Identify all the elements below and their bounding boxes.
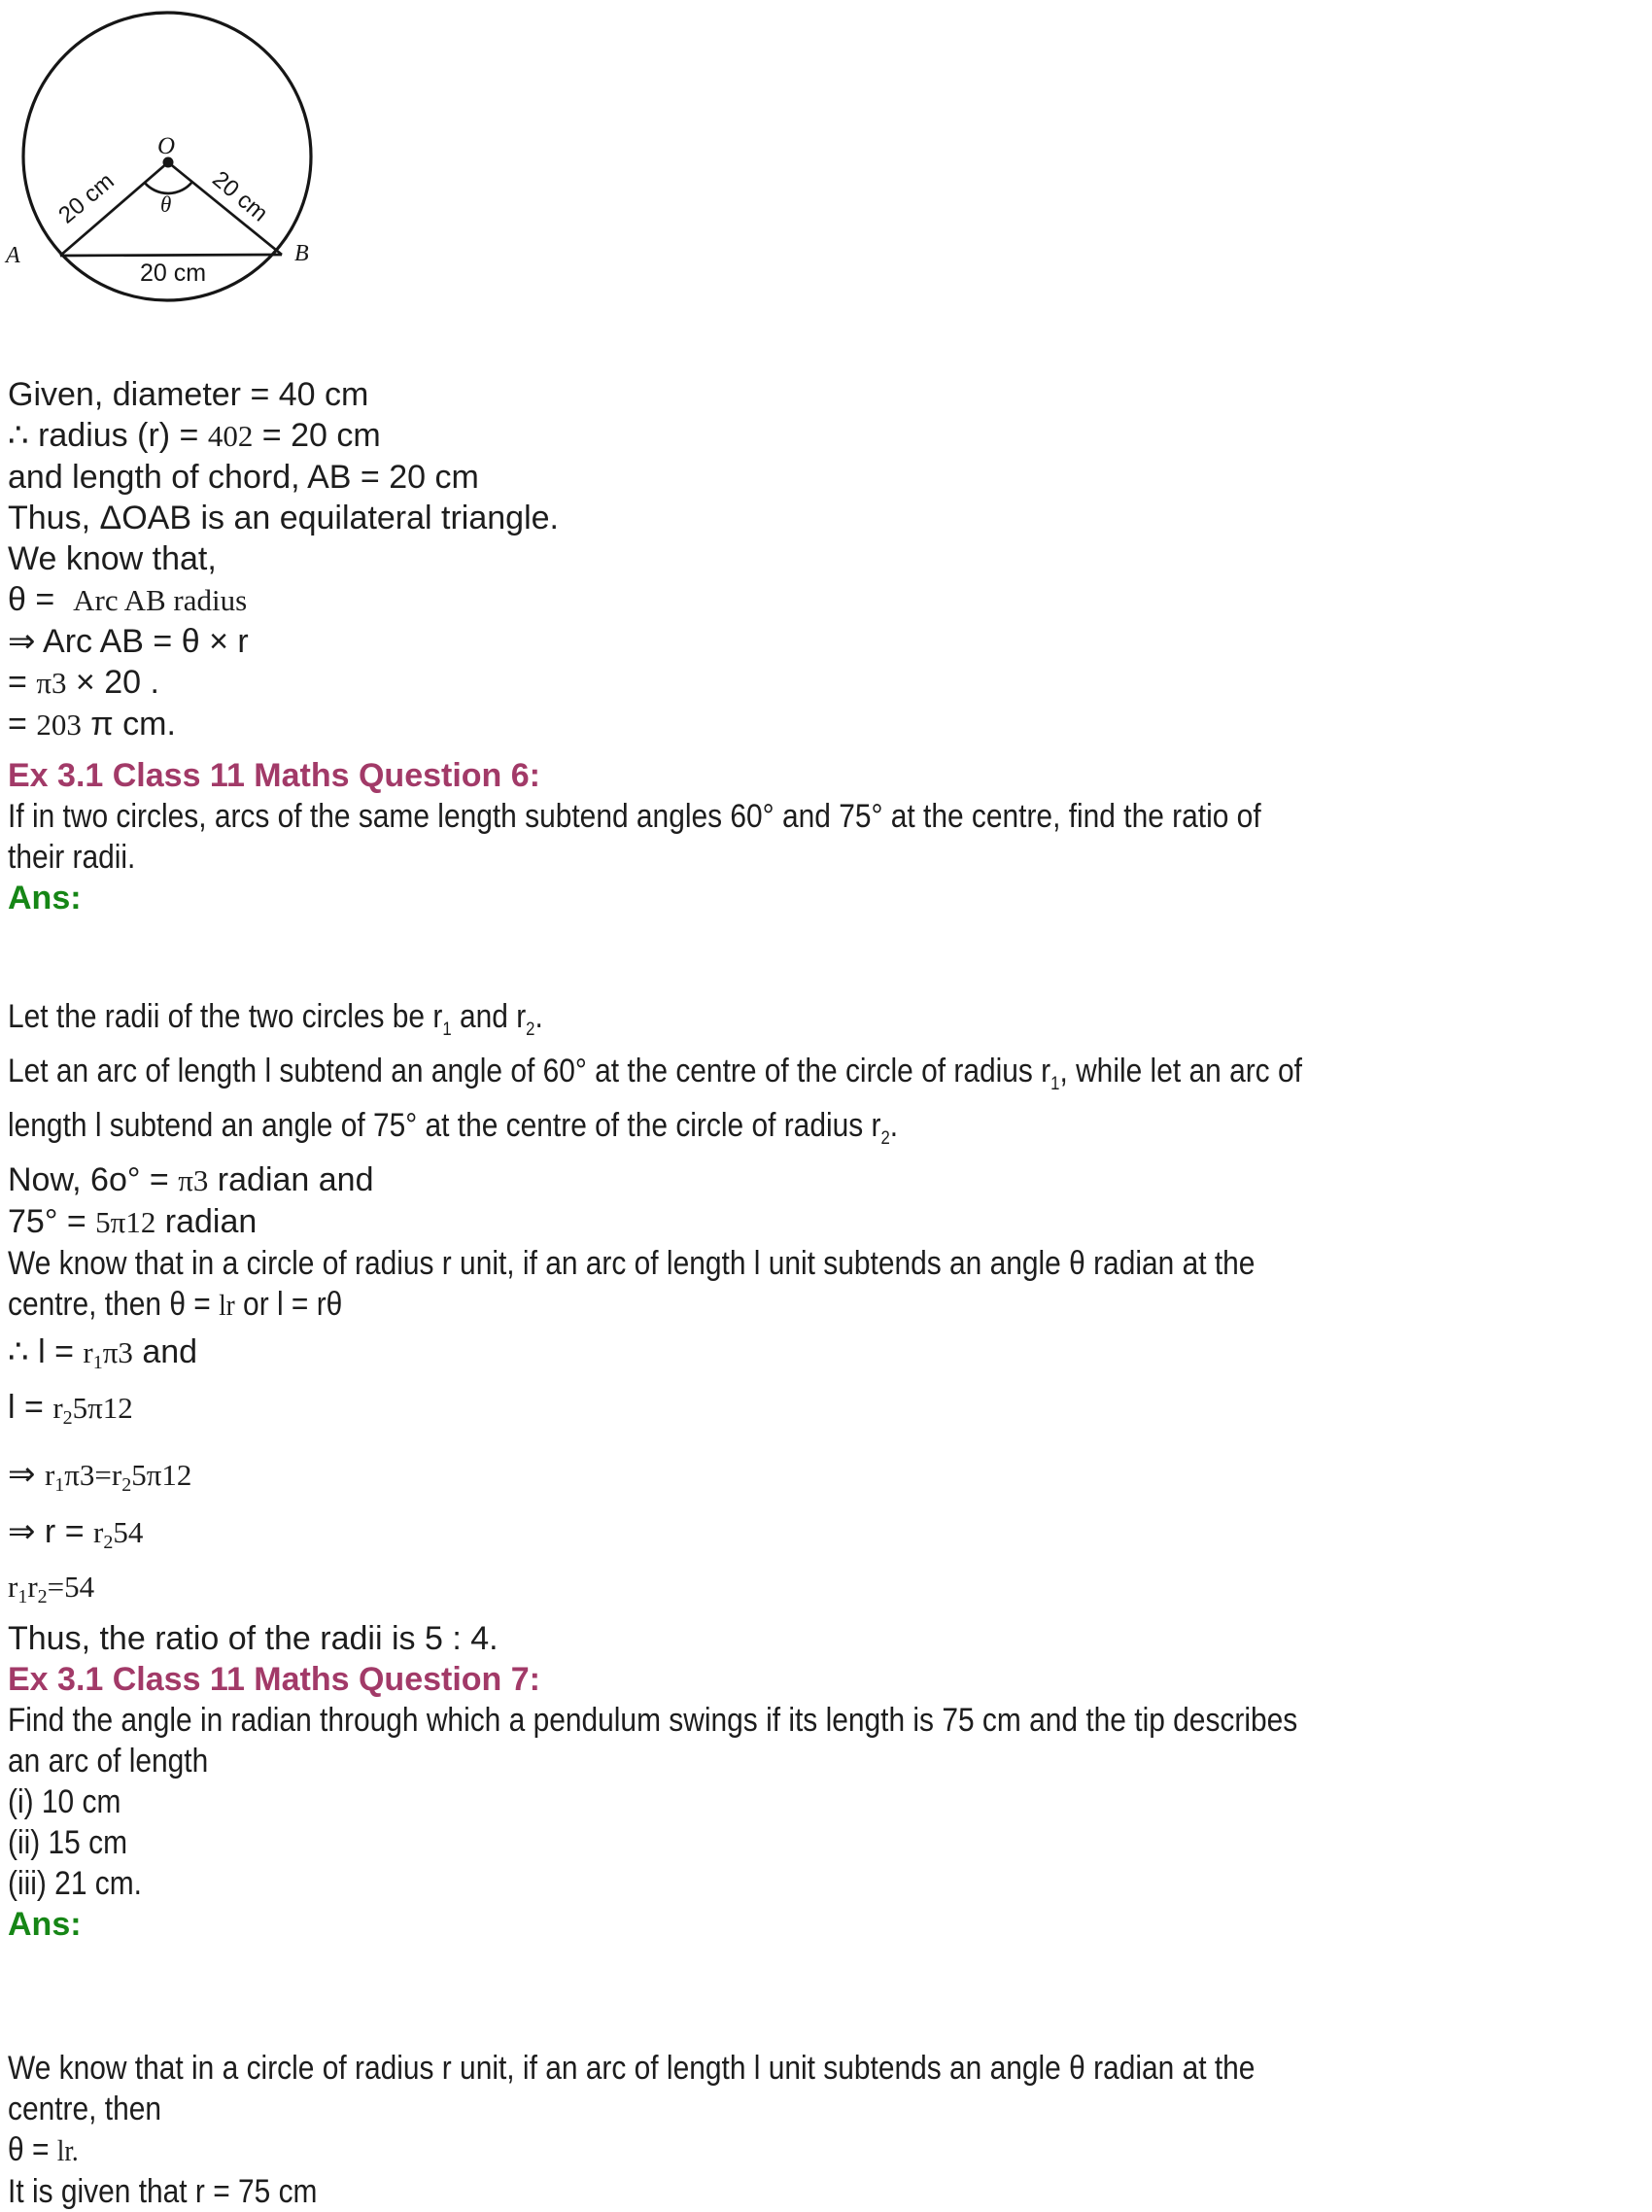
text-segment: Find the angle in radian through which a pendulum swings if its length is 75 cm and the tip describes <box>8 1702 1298 1739</box>
text-line <box>8 457 1644 498</box>
text-line <box>8 2129 1644 2171</box>
text-segment: 54 <box>113 1515 144 1549</box>
text-segment: (i) 10 cm <box>8 1783 121 1820</box>
point-b-label: B <box>294 241 309 266</box>
text-segment: or l = rθ <box>234 1286 343 1323</box>
text-segment: θ = <box>8 581 74 618</box>
text-segment: Thus, the ratio of the radii is 5 : 4. <box>8 1620 499 1657</box>
text-segment: = <box>8 706 37 743</box>
text-line <box>8 1201 1644 1243</box>
narrow-text <box>8 2048 1255 2089</box>
spacer <box>8 1945 1644 2048</box>
text-line <box>8 1051 1644 1105</box>
narrow-text <box>8 1822 127 1863</box>
text-line <box>8 1331 1644 1383</box>
circle-diagram-svg <box>0 6 335 327</box>
text-segment: and <box>132 1333 198 1370</box>
narrow-text <box>8 996 543 1051</box>
text-segment: ⇒ Arc AB = θ × r <box>8 623 249 660</box>
text-segment: Ans: <box>8 880 82 916</box>
text-segment: 2 <box>37 1586 48 1607</box>
text-segment: r <box>83 1335 93 1369</box>
text-segment: Ans: <box>8 1906 82 1943</box>
text-segment: π3 <box>36 666 67 700</box>
text-segment: θ = <box>8 2131 57 2168</box>
text-segment: 1 <box>17 1586 28 1607</box>
text-line <box>8 498 1644 538</box>
text-segment: their radii. <box>8 839 136 876</box>
text-segment: 2 <box>880 1128 890 1149</box>
text-line <box>8 415 1644 457</box>
text-segment: and r <box>451 998 527 1035</box>
narrow-text <box>8 796 1261 837</box>
text-segment: Arc AB radius <box>73 583 248 617</box>
text-line <box>8 1863 1644 1904</box>
text-segment: r <box>44 1458 55 1492</box>
text-segment: = <box>94 1458 112 1492</box>
text-segment: ∴ radius (r) = <box>8 417 208 454</box>
text-line <box>8 704 1644 745</box>
text-segment: 2 <box>103 1532 114 1553</box>
text-line <box>8 2048 1644 2089</box>
text-segment: r <box>8 1570 18 1604</box>
text-segment: Let an arc of length l subtend an angle of 60° at the centre of the circle of radius r <box>8 1053 1051 1089</box>
right-radius-length-label: 20 cm <box>207 165 273 227</box>
text-segment: = <box>8 664 37 701</box>
text-segment: r <box>27 1570 38 1604</box>
text-segment: 1 <box>442 1020 452 1040</box>
text-line <box>8 996 1644 1051</box>
text-line <box>8 1159 1644 1201</box>
text-segment: π3 <box>102 1335 133 1369</box>
circle-diagram <box>0 6 335 327</box>
text-segment: r <box>111 1458 122 1492</box>
text-line <box>8 837 1644 878</box>
text-segment: 5π12 <box>95 1205 156 1239</box>
spacer <box>8 918 1644 996</box>
text-line <box>8 2171 1644 2212</box>
text-line <box>8 1383 1644 1442</box>
text-segment: centre, then <box>8 2091 162 2127</box>
text-segment: lr. <box>56 2133 79 2167</box>
text-segment: . <box>889 1107 899 1144</box>
text-segment: length l subtend an angle of 75° at the centre of the circle of radius r <box>8 1107 881 1144</box>
text-segment: We know that, <box>8 540 217 577</box>
text-segment: π3 <box>64 1458 95 1492</box>
text-segment: We know that in a circle of radius r unit, if an arc of length l unit subtends an angle θ radian at the <box>8 1245 1256 1282</box>
answer-label <box>8 878 1644 918</box>
text-segment: Ex 3.1 Class 11 Maths Question 6: <box>8 757 541 794</box>
text-segment: Given, diameter = 40 cm <box>8 376 369 413</box>
text-segment: = 20 cm <box>253 417 381 454</box>
narrow-text <box>8 1284 342 1326</box>
answer-label <box>8 1904 1644 1945</box>
text-line <box>8 1618 1644 1659</box>
narrow-text <box>8 1863 142 1904</box>
text-segment: centre, then θ = <box>8 1286 220 1323</box>
text-line <box>8 621 1644 662</box>
text-segment: =54 <box>47 1570 95 1604</box>
narrow-text <box>8 1781 120 1822</box>
text-segment: × 20 . <box>66 664 159 701</box>
text-segment: π cm. <box>81 706 176 743</box>
text-segment: r <box>52 1391 63 1425</box>
question-heading <box>8 755 1644 796</box>
text-segment: 1 <box>54 1474 65 1496</box>
text-segment: 203 <box>36 708 82 742</box>
text-segment: 2 <box>121 1474 132 1496</box>
text-line <box>8 1741 1644 1781</box>
text-line <box>8 1509 1644 1565</box>
text-segment: 402 <box>207 419 254 453</box>
narrow-text <box>8 1741 208 1781</box>
text-segment: (ii) 15 cm <box>8 1824 128 1861</box>
text-segment: r <box>93 1515 104 1549</box>
text-line <box>8 1781 1644 1822</box>
narrow-text <box>8 1105 898 1159</box>
text-segment: Let the radii of the two circles be r <box>8 998 443 1035</box>
text-segment: and length of chord, AB = 20 cm <box>8 459 479 496</box>
text-line <box>8 796 1644 837</box>
text-segment: ∴ l = <box>8 1333 84 1370</box>
text-segment: It is given that r = 75 cm <box>8 2173 318 2210</box>
text-segment: π3 <box>178 1163 209 1197</box>
chord-length-label: 20 cm <box>139 259 207 287</box>
narrow-text <box>8 2089 161 2129</box>
center-label: O <box>157 133 176 159</box>
chord-ab <box>60 255 282 256</box>
text-segment: 5π12 <box>131 1458 192 1492</box>
text-segment: 2 <box>62 1407 73 1429</box>
text-segment: ⇒ <box>8 1456 45 1493</box>
point-a-label: A <box>6 243 20 268</box>
text-segment: radian <box>155 1203 258 1240</box>
text-line <box>8 374 1644 415</box>
text-line <box>8 579 1644 621</box>
narrow-text <box>8 837 135 878</box>
text-segment: ⇒ r = <box>8 1513 94 1550</box>
text-segment: If in two circles, arcs of the same length subtend angles 60° and 75° at the centre, find the ratio of <box>8 798 1261 835</box>
text-line <box>8 2089 1644 2129</box>
solution-content <box>8 374 1644 2212</box>
narrow-text <box>8 1243 1255 1284</box>
angle-theta-label: θ <box>160 192 172 217</box>
text-line <box>8 538 1644 579</box>
text-line <box>8 662 1644 704</box>
text-segment: l = <box>8 1389 53 1426</box>
text-segment: 1 <box>1050 1074 1060 1094</box>
text-segment: 2 <box>526 1020 535 1040</box>
text-segment: an arc of length <box>8 1743 209 1780</box>
text-segment: Ex 3.1 Class 11 Maths Question 7: <box>8 1661 541 1698</box>
text-segment: Thus, ΔOAB is an equilateral triangle. <box>8 500 559 536</box>
text-segment: 5π12 <box>72 1391 133 1425</box>
text-line <box>8 1450 1644 1509</box>
narrow-text <box>8 1051 1302 1105</box>
text-line <box>8 1565 1644 1618</box>
text-segment: Now, 6o° = <box>8 1161 179 1198</box>
narrow-text <box>8 1700 1297 1741</box>
narrow-text <box>8 2129 79 2171</box>
text-segment: 1 <box>92 1352 103 1373</box>
left-radius-length-label: 20 cm <box>53 167 120 229</box>
text-segment: lr <box>219 1288 235 1322</box>
text-segment: radian and <box>208 1161 374 1198</box>
text-segment: 75° = <box>8 1203 96 1240</box>
text-segment: , while let an arc of <box>1059 1053 1302 1089</box>
question-heading <box>8 1659 1644 1700</box>
text-segment: (iii) 21 cm. <box>8 1865 142 1902</box>
text-line <box>8 1105 1644 1159</box>
text-segment: . <box>534 998 543 1035</box>
text-line <box>8 1822 1644 1863</box>
narrow-text <box>8 2171 317 2212</box>
text-segment: We know that in a circle of radius r unit, if an arc of length l unit subtends an angle θ radian at the <box>8 2050 1256 2087</box>
text-line <box>8 1284 1644 1326</box>
text-line <box>8 1700 1644 1741</box>
text-line <box>8 1243 1644 1284</box>
